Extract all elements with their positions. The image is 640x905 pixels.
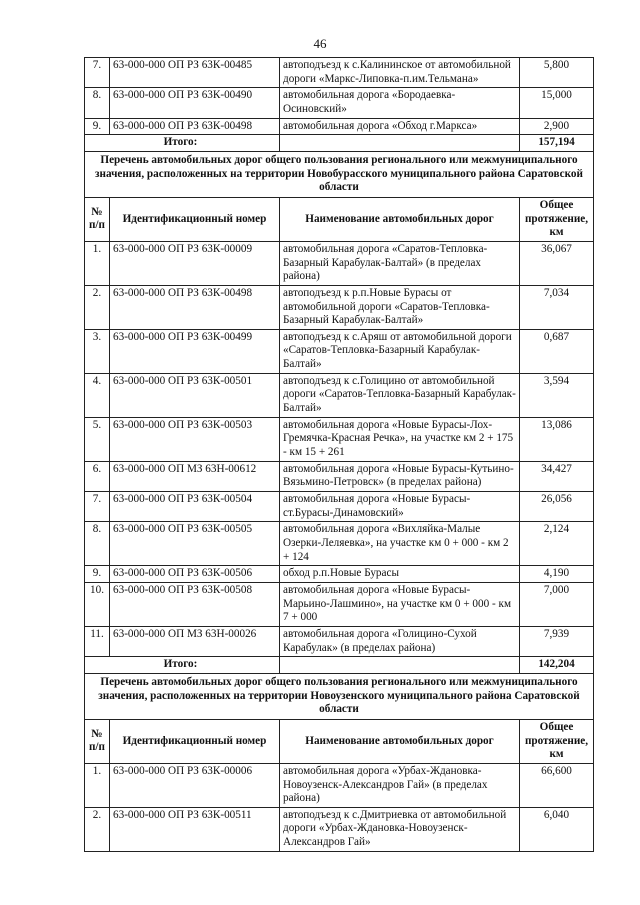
road-length: 66,600 — [520, 763, 594, 807]
section-title-row — [85, 151, 594, 197]
road-name: автомобильная дорога «Новые Бурасы-ст.Бурасы-Динамовский» — [280, 492, 520, 522]
road-id: 63-000-000 ОП РЗ 63К-00498 — [110, 285, 280, 329]
total-spacer — [280, 657, 520, 674]
total-row — [85, 135, 594, 152]
road-length: 2,124 — [520, 522, 594, 566]
road-length: 7,939 — [520, 626, 594, 656]
road-id: 63-000-000 ОП РЗ 63К-00508 — [110, 582, 280, 626]
header-length: Общее протяжение, км — [520, 719, 594, 763]
road-id: 63-000-000 ОП РЗ 63К-00009 — [110, 241, 280, 285]
road-length: 6,040 — [520, 807, 594, 851]
header-length: Общее протяжение, км — [520, 197, 594, 241]
road-id: 63-000-000 ОП РЗ 63К-00504 — [110, 492, 280, 522]
row-number: 3. — [85, 329, 110, 373]
row-number: 1. — [85, 763, 110, 807]
road-name: автоподъезд к р.п.Новые Бурасы от автомобильной дороги «Саратов-Тепловка-Базарный Карабулак-Балтай» — [280, 285, 520, 329]
table-row — [85, 285, 594, 329]
table-row — [85, 807, 594, 851]
table-row — [85, 763, 594, 807]
header-name: Наименование автомобильных дорог — [280, 719, 520, 763]
total-value: 142,204 — [520, 657, 594, 674]
total-label: Итого: — [85, 135, 280, 152]
road-name: автомобильная дорога «Новые Бурасы-Лох-Гремячка-Красная Речка», на участке км 2 + 175 - км 15 + 261 — [280, 417, 520, 461]
table-row — [85, 582, 594, 626]
header-id: Идентификационный номер — [110, 197, 280, 241]
table-row — [85, 626, 594, 656]
road-id: 63-000-000 ОП РЗ 63К-00505 — [110, 522, 280, 566]
road-length: 3,594 — [520, 373, 594, 417]
row-number: 7. — [85, 492, 110, 522]
road-name: автомобильная дорога «Бородаевка-Осиновский» — [280, 88, 520, 118]
table-row — [85, 241, 594, 285]
road-id: 63-000-000 ОП РЗ 63К-00501 — [110, 373, 280, 417]
row-number: 2. — [85, 807, 110, 851]
row-number: 1. — [85, 241, 110, 285]
road-name: автомобильная дорога «Новые Бурасы-Марьино-Лашмино», на участке км 0 + 000 - км 7 + 000 — [280, 582, 520, 626]
road-id: 63-000-000 ОП РЗ 63К-00506 — [110, 566, 280, 583]
header-name: Наименование автомобильных дорог — [280, 197, 520, 241]
road-length: 7,034 — [520, 285, 594, 329]
section-title: Перечень автомобильных дорог общего пользования регионального или межмуниципального значения, расположенных на территории Новоузенского муниципального района Саратовской области — [85, 673, 594, 719]
table-row — [85, 373, 594, 417]
road-id: 63-000-000 ОП РЗ 63К-00490 — [110, 88, 280, 118]
total-spacer — [280, 135, 520, 152]
road-length: 7,000 — [520, 582, 594, 626]
road-id: 63-000-000 ОП РЗ 63К-00006 — [110, 763, 280, 807]
road-length: 34,427 — [520, 461, 594, 491]
header-id: Идентификационный номер — [110, 719, 280, 763]
road-name: обход р.п.Новые Бурасы — [280, 566, 520, 583]
road-id: 63-000-000 ОП РЗ 63К-00498 — [110, 118, 280, 135]
row-number: 6. — [85, 461, 110, 491]
header-row — [85, 719, 594, 763]
road-name: автомобильная дорога «Саратов-Тепловка-Базарный Карабулак-Балтай» (в пределах района) — [280, 241, 520, 285]
road-length: 15,000 — [520, 88, 594, 118]
row-number: 9. — [85, 118, 110, 135]
road-name: автоподъезд к с.Голицино от автомобильной дороги «Саратов-Тепловка-Базарный Карабулак-Балтай» — [280, 373, 520, 417]
road-name: автомобильная дорога «Урбах-Ждановка-Новоузенск-Александров Гай» (в пределах района) — [280, 763, 520, 807]
road-id: 63-000-000 ОП РЗ 63К-00511 — [110, 807, 280, 851]
road-name: автомобильная дорога «Новые Бурасы-Кутьино-Вязьмино-Петровск» (в пределах района) — [280, 461, 520, 491]
table-row — [85, 88, 594, 118]
road-length: 26,056 — [520, 492, 594, 522]
total-value: 157,194 — [520, 135, 594, 152]
roads-table — [84, 57, 594, 852]
section-title-row — [85, 673, 594, 719]
table-row — [85, 492, 594, 522]
row-number: 8. — [85, 522, 110, 566]
row-number: 10. — [85, 582, 110, 626]
road-name: автомобильная дорога «Голицино-Сухой Карабулак» (в пределах района) — [280, 626, 520, 656]
table-row — [85, 522, 594, 566]
row-number: 9. — [85, 566, 110, 583]
road-id: 63-000-000 ОП МЗ 63Н-00612 — [110, 461, 280, 491]
road-name: автомобильная дорога «Вихляйка-Малые Озерки-Леляевка», на участке км 0 + 000 - км 2 + 124 — [280, 522, 520, 566]
road-name: автомобильная дорога «Обход г.Маркса» — [280, 118, 520, 135]
row-number: 2. — [85, 285, 110, 329]
row-number: 11. — [85, 626, 110, 656]
table-row — [85, 329, 594, 373]
road-length: 4,190 — [520, 566, 594, 583]
row-number: 7. — [85, 58, 110, 88]
page-number: 46 — [313, 36, 327, 51]
road-length: 13,086 — [520, 417, 594, 461]
total-row — [85, 657, 594, 674]
road-name: автоподъезд к с.Калининское от автомобильной дороги «Маркс-Липовка-п.им.Тельмана» — [280, 58, 520, 88]
table-row — [85, 118, 594, 135]
road-id: 63-000-000 ОП РЗ 63К-00503 — [110, 417, 280, 461]
table-row — [85, 566, 594, 583]
road-length: 2,900 — [520, 118, 594, 135]
road-id: 63-000-000 ОП РЗ 63К-00499 — [110, 329, 280, 373]
row-number: 4. — [85, 373, 110, 417]
section-title: Перечень автомобильных дорог общего пользования регионального или межмуниципального значения, расположенных на территории Новобурасского муниципального района Саратовской области — [85, 151, 594, 197]
road-id: 63-000-000 ОП РЗ 63К-00485 — [110, 58, 280, 88]
total-label: Итого: — [85, 657, 280, 674]
header-row — [85, 197, 594, 241]
table-row — [85, 417, 594, 461]
road-length: 0,687 — [520, 329, 594, 373]
road-id: 63-000-000 ОП МЗ 63Н-00026 — [110, 626, 280, 656]
road-name: автоподъезд к с.Аряш от автомобильной дороги «Саратов-Тепловка-Базарный Карабулак-Балтай» — [280, 329, 520, 373]
row-number: 8. — [85, 88, 110, 118]
table-row — [85, 58, 594, 88]
header-num: № п/п — [85, 197, 110, 241]
road-name: автоподъезд к с.Дмитриевка от автомобильной дороги «Урбах-Ждановка-Новоузенск-Александров Гай» — [280, 807, 520, 851]
table-row — [85, 461, 594, 491]
road-length: 36,067 — [520, 241, 594, 285]
row-number: 5. — [85, 417, 110, 461]
road-length: 5,800 — [520, 58, 594, 88]
header-num: № п/п — [85, 719, 110, 763]
